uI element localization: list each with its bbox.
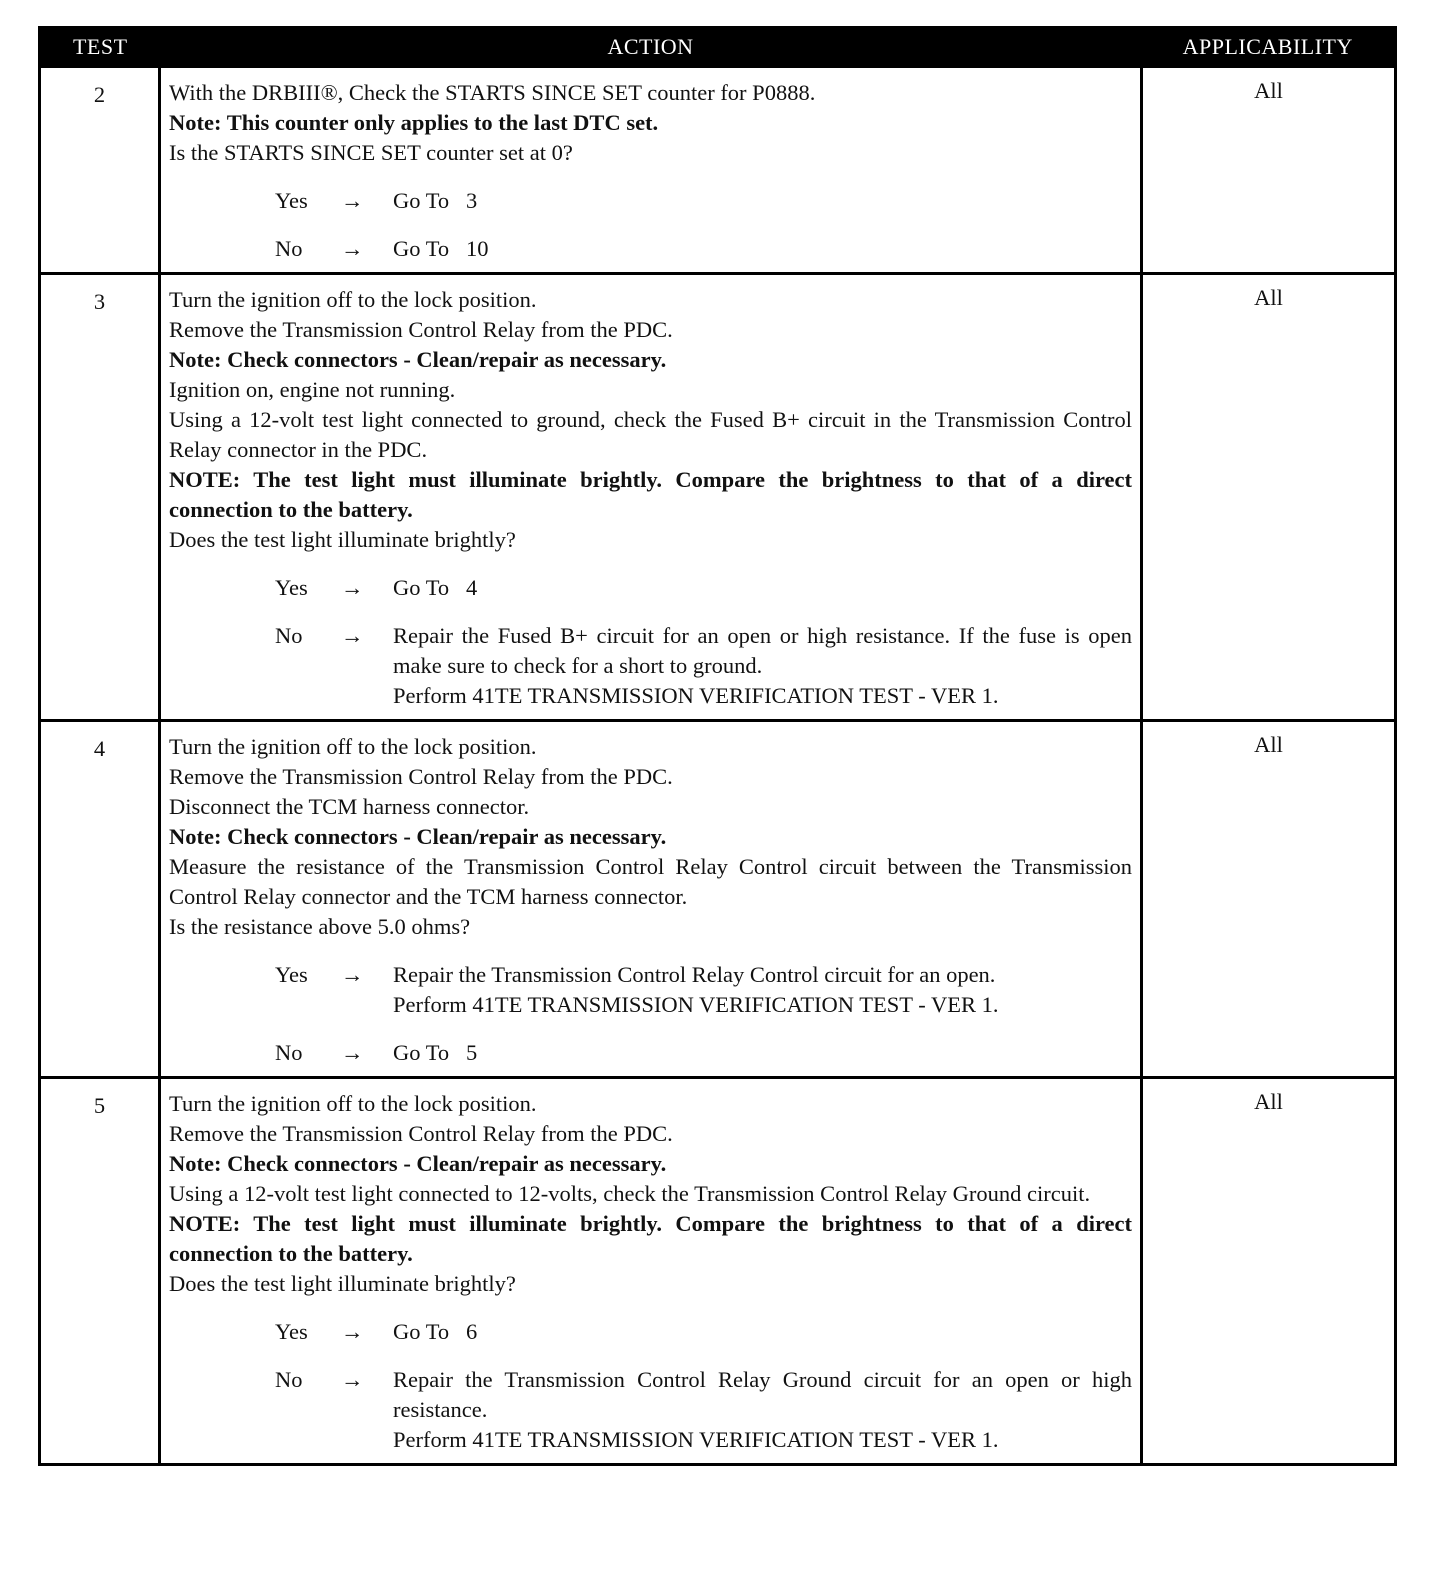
answer-yes [169, 573, 1132, 603]
action-note: Note: Check connectors - Clean/repair as necessary. [169, 824, 667, 849]
action-question: Does the test light illuminate brightly? [169, 527, 516, 552]
answer-yes [169, 960, 1132, 1020]
answer-result: Go To 5 [393, 1040, 478, 1065]
action-line: With the DRBIII®, Check the STARTS SINCE SET counter for P0888. [169, 80, 816, 105]
answer-yes [169, 1317, 1132, 1347]
action-cell [160, 721, 1142, 1078]
answer-result: Repair the Fused B+ circuit for an open or high resistance. If the fuse is open make sure to check for a short to ground. [393, 623, 1132, 678]
answer-no [169, 234, 1132, 264]
action-line: Turn the ignition off to the lock position. [169, 734, 537, 759]
arrow-icon: → [341, 575, 364, 600]
answer-list [169, 1317, 1132, 1455]
action-note: NOTE: The test light must illuminate brightly. Compare the brightness to that of a direct connection to the battery. [169, 467, 1132, 522]
action-question: Is the resistance above 5.0 ohms? [169, 914, 471, 939]
answer-result: Repair the Transmission Control Relay Ground circuit for an open or high resistance. [393, 1367, 1132, 1422]
test-number: 3 [40, 274, 160, 721]
action-line: Using a 12-volt test light connected to ground, check the Fused B+ circuit in the Transmission Control Relay connector in the PDC. [169, 407, 1132, 462]
diagnostic-test-table [38, 26, 1397, 1466]
answer-result: Go To 6 [393, 1319, 478, 1344]
action-line: Turn the ignition off to the lock position. [169, 287, 537, 312]
header-action: ACTION [160, 28, 1142, 67]
action-line: Ignition on, engine not running. [169, 377, 456, 402]
table-header-row [40, 28, 1396, 67]
applicability-value: All [1142, 274, 1396, 721]
arrow-icon: → [341, 623, 364, 648]
header-applicability: APPLICABILITY [1142, 28, 1396, 67]
test-number: 4 [40, 721, 160, 1078]
action-line: Measure the resistance of the Transmission Control Relay Control circuit between the Transmission Control Relay connector and the TCM harness connector. [169, 854, 1132, 909]
table-row [40, 67, 1396, 274]
action-cell [160, 67, 1142, 274]
arrow-icon: → [341, 1319, 364, 1344]
arrow-icon: → [341, 236, 364, 261]
action-line: Disconnect the TCM harness connector. [169, 794, 530, 819]
table-row [40, 274, 1396, 721]
answer-verification: Perform 41TE TRANSMISSION VERIFICATION TEST - VER 1. [393, 683, 999, 708]
test-number: 5 [40, 1078, 160, 1465]
answer-result: Go To 3 [393, 188, 478, 213]
action-cell [160, 274, 1142, 721]
answer-result: Go To 10 [393, 236, 489, 261]
arrow-icon: → [341, 1367, 364, 1392]
action-note: NOTE: The test light must illuminate brightly. Compare the brightness to that of a direct connection to the battery. [169, 1211, 1132, 1266]
answer-list [169, 573, 1132, 711]
test-number: 2 [40, 67, 160, 274]
answer-label: Yes [275, 962, 308, 987]
action-line: Remove the Transmission Control Relay from the PDC. [169, 764, 673, 789]
action-note: Note: Check connectors - Clean/repair as necessary. [169, 347, 667, 372]
applicability-value: All [1142, 721, 1396, 1078]
answer-label: No [275, 623, 303, 648]
arrow-icon: → [341, 188, 364, 213]
answer-yes [169, 186, 1132, 216]
answer-verification: Perform 41TE TRANSMISSION VERIFICATION TEST - VER 1. [393, 992, 999, 1017]
action-line: Remove the Transmission Control Relay from the PDC. [169, 317, 673, 342]
action-question: Does the test light illuminate brightly? [169, 1271, 516, 1296]
answer-label: No [275, 1040, 303, 1065]
table-row [40, 721, 1396, 1078]
answer-label: No [275, 236, 303, 261]
action-line: Turn the ignition off to the lock position. [169, 1091, 537, 1116]
applicability-value: All [1142, 67, 1396, 274]
action-cell [160, 1078, 1142, 1465]
answer-verification: Perform 41TE TRANSMISSION VERIFICATION TEST - VER 1. [393, 1427, 999, 1452]
action-line: Using a 12-volt test light connected to 12-volts, check the Transmission Control Relay Ground circuit. [169, 1181, 1091, 1206]
diagnostic-procedure-sheet [38, 26, 1394, 1466]
answer-no [169, 1038, 1132, 1068]
answer-result: Repair the Transmission Control Relay Control circuit for an open. [393, 962, 996, 987]
action-note: Note: Check connectors - Clean/repair as necessary. [169, 1151, 667, 1176]
arrow-icon: → [341, 962, 364, 987]
table-row [40, 1078, 1396, 1465]
action-note: Note: This counter only applies to the last DTC set. [169, 110, 659, 135]
answer-label: No [275, 1367, 303, 1392]
header-test: TEST [40, 28, 160, 67]
arrow-icon: → [341, 1040, 364, 1065]
applicability-value: All [1142, 1078, 1396, 1465]
answer-no [169, 621, 1132, 711]
answer-no [169, 1365, 1132, 1455]
answer-result: Go To 4 [393, 575, 478, 600]
answer-label: Yes [275, 188, 308, 213]
answer-label: Yes [275, 1319, 308, 1344]
answer-label: Yes [275, 575, 308, 600]
action-question: Is the STARTS SINCE SET counter set at 0? [169, 140, 573, 165]
action-line: Remove the Transmission Control Relay from the PDC. [169, 1121, 673, 1146]
answer-list [169, 186, 1132, 264]
answer-list [169, 960, 1132, 1068]
